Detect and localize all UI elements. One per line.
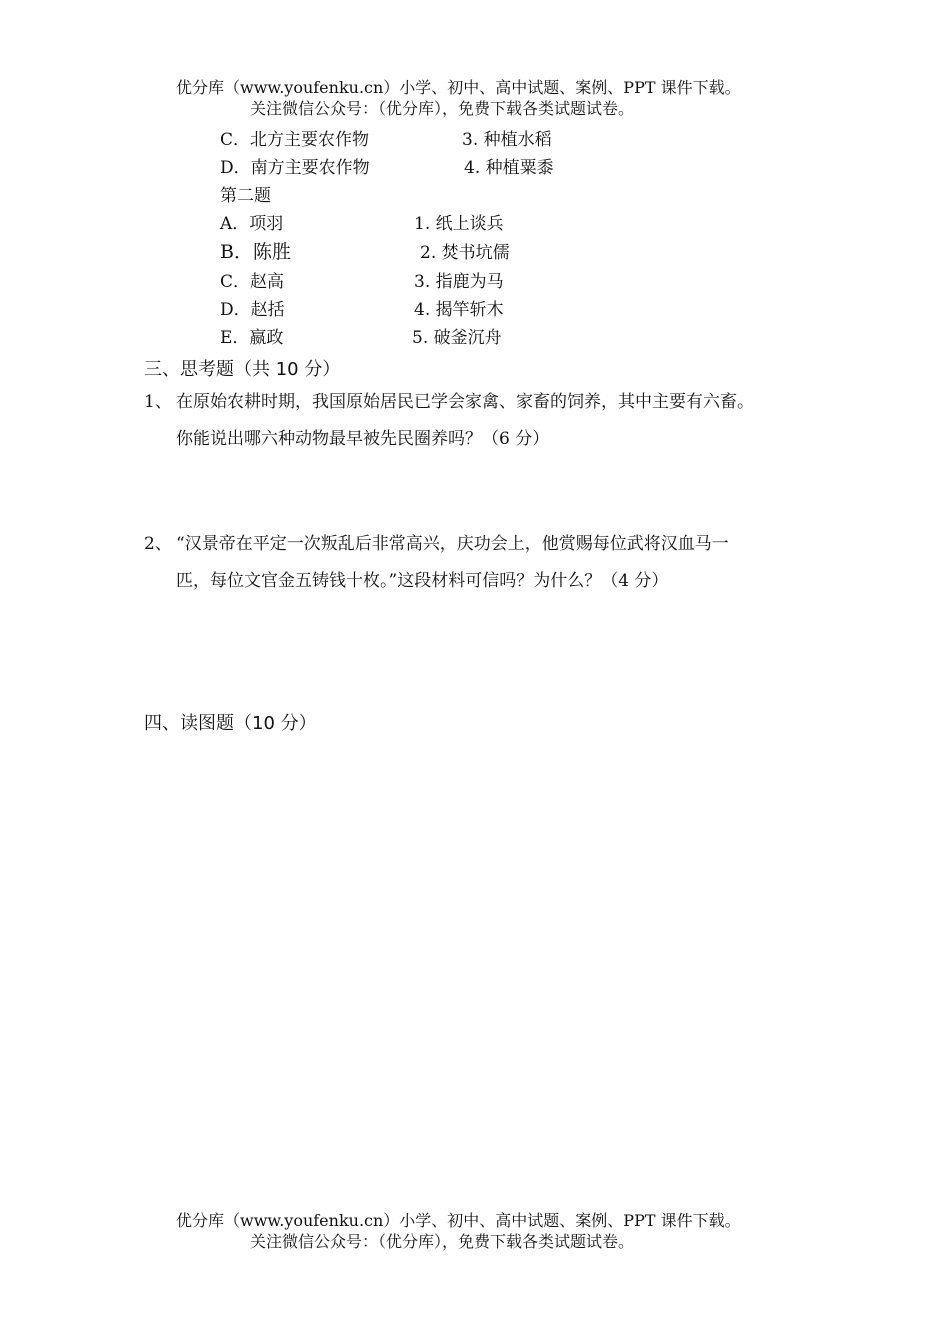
match2-left-d: D．赵括	[220, 300, 285, 320]
match2-right-1: 1. 纸上谈兵	[414, 214, 504, 234]
header-line-2: 关注微信公众号：（优分库），免费下载各类试题试卷。	[250, 99, 635, 118]
q2-number: 2、	[144, 534, 172, 554]
section-3-title: 三、思考题（共 10 分）	[144, 359, 341, 380]
header-line-1: 优分库（www.youfenku.cn）小学、初中、高中试题、案例、PPT 课件下载。	[176, 78, 741, 97]
match2-title: 第二题	[220, 186, 271, 206]
section-4-title: 四、读图题（10 分）	[144, 713, 317, 734]
footer-line-2: 关注微信公众号：（优分库），免费下载各类试题试卷。	[250, 1232, 635, 1251]
match2-left-b: B．陈胜	[220, 241, 291, 263]
q2-line-1: “汉景帝在平定一次叛乱后非常高兴，庆功会上，他赏赐每位武将汉血马一	[176, 534, 729, 554]
match1-left-d: D．南方主要农作物	[220, 158, 370, 178]
match2-left-c: C．赵高	[220, 272, 285, 292]
match2-right-2: 2. 焚书坑儒	[420, 243, 510, 263]
match2-right-4: 4. 揭竿斩木	[414, 300, 504, 320]
match2-right-5: 5. 破釜沉舟	[412, 328, 502, 348]
match2-right-3: 3. 指鹿为马	[414, 272, 504, 292]
match2-left-e: E．嬴政	[220, 328, 284, 348]
match2-left-a: A．项羽	[220, 214, 284, 234]
footer-line-1: 优分库（www.youfenku.cn）小学、初中、高中试题、案例、PPT 课件下载。	[176, 1211, 741, 1230]
q2-line-2: 匹，每位文官金五铸钱十枚。”这段材料可信吗？为什么？（4 分）	[176, 571, 669, 591]
match1-right-3: 3. 种植水稻	[462, 130, 552, 150]
q1-number: 1、	[144, 392, 172, 412]
q1-line-2: 你能说出哪六种动物最早被先民圈养吗？（6 分）	[176, 429, 550, 449]
match1-right-4: 4. 种植粟黍	[464, 158, 554, 178]
q1-line-1: 在原始农耕时期，我国原始居民已学会家禽、家畜的饲养，其中主要有六畜。	[176, 392, 754, 412]
match1-left-c: C．北方主要农作物	[220, 130, 370, 150]
